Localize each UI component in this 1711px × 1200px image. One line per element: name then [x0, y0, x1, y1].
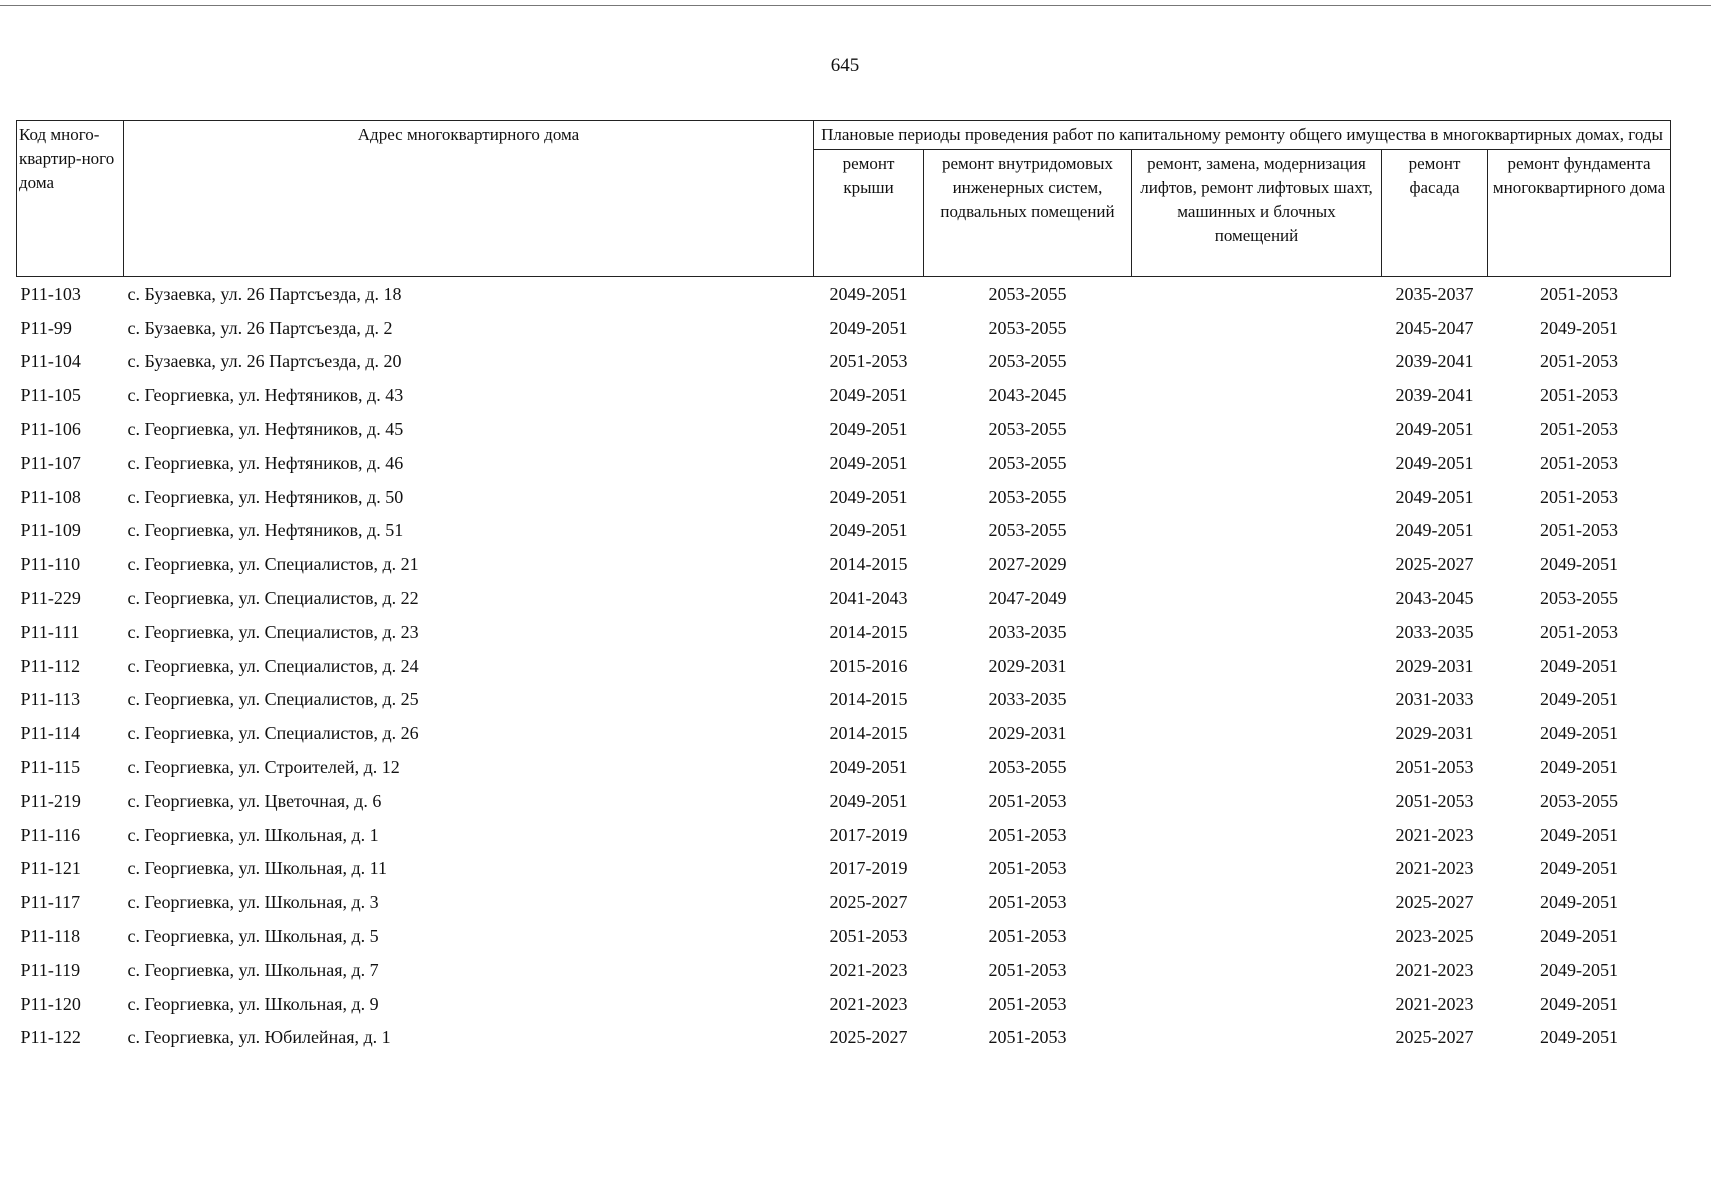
house-code: Р11-110 — [20, 554, 81, 575]
house-code: Р11-112 — [20, 655, 81, 676]
facade-repair-period: 2025-2027 — [1395, 554, 1474, 575]
house-address: с. Георгиевка, ул. Специалистов, д. 23 — [127, 621, 419, 642]
facade-repair-period: 2049-2051 — [1395, 419, 1474, 440]
table-row — [17, 750, 1671, 784]
lift-repair-period — [1132, 649, 1382, 683]
lift-repair-period — [1132, 615, 1382, 649]
systems-repair-period: 2053-2055 — [988, 520, 1067, 541]
facade-repair-period: 2033-2035 — [1395, 621, 1474, 642]
lift-repair-period — [1132, 1021, 1382, 1055]
foundation-repair-period: 2049-2051 — [1540, 926, 1619, 947]
top-rule — [0, 5, 1711, 6]
foundation-repair-period: 2049-2051 — [1540, 892, 1619, 913]
table-row — [17, 784, 1671, 818]
roof-repair-period: 2025-2027 — [829, 1027, 908, 1048]
table-row — [17, 852, 1671, 886]
lift-repair-period — [1132, 784, 1382, 818]
lift-repair-period — [1132, 885, 1382, 919]
systems-repair-period: 2053-2055 — [988, 452, 1067, 473]
roof-repair-period: 2014-2015 — [829, 689, 908, 710]
table-row — [17, 987, 1671, 1021]
lift-repair-period — [1132, 987, 1382, 1021]
header-systems: ремонт внутридомовых инженерных систем, подвальных помещений — [924, 150, 1132, 277]
house-address: с. Георгиевка, ул. Специалистов, д. 26 — [127, 723, 419, 744]
page-number: 645 — [830, 55, 860, 76]
house-code: Р11-219 — [20, 790, 81, 811]
house-address: с. Бузаевка, ул. 26 Партсъезда, д. 20 — [127, 351, 402, 372]
table-row — [17, 311, 1671, 345]
foundation-repair-period: 2051-2053 — [1540, 351, 1619, 372]
header-roof: ремонт крыши — [814, 150, 924, 277]
foundation-repair-period: 2049-2051 — [1540, 824, 1619, 845]
lift-repair-period — [1132, 852, 1382, 886]
table-row — [17, 514, 1671, 548]
house-code: Р11-116 — [20, 824, 81, 845]
house-address: с. Георгиевка, ул. Юбилейная, д. 1 — [127, 1027, 391, 1048]
lift-repair-period — [1132, 412, 1382, 446]
house-code: Р11-119 — [20, 959, 81, 980]
house-address: с. Бузаевка, ул. 26 Партсъезда, д. 18 — [127, 283, 402, 304]
foundation-repair-period: 2049-2051 — [1540, 959, 1619, 980]
lift-repair-period — [1132, 953, 1382, 987]
foundation-repair-period: 2049-2051 — [1540, 317, 1619, 338]
house-address: с. Георгиевка, ул. Специалистов, д. 25 — [127, 689, 419, 710]
lift-repair-period — [1132, 514, 1382, 548]
table-row — [17, 683, 1671, 717]
house-code: Р11-120 — [20, 993, 81, 1014]
roof-repair-period: 2041-2043 — [829, 588, 908, 609]
systems-repair-period: 2053-2055 — [988, 283, 1067, 304]
house-code: Р11-113 — [20, 689, 81, 710]
table-body — [17, 277, 1671, 1055]
house-address: с. Георгиевка, ул. Школьная, д. 7 — [127, 959, 379, 980]
table-row — [17, 885, 1671, 919]
systems-repair-period: 2033-2035 — [988, 689, 1067, 710]
lift-repair-period — [1132, 547, 1382, 581]
house-code: Р11-105 — [20, 385, 81, 406]
table-row — [17, 953, 1671, 987]
roof-repair-period: 2049-2051 — [829, 452, 908, 473]
roof-repair-period: 2049-2051 — [829, 317, 908, 338]
house-address: с. Георгиевка, ул. Строителей, д. 12 — [127, 757, 400, 778]
foundation-repair-period: 2051-2053 — [1540, 419, 1619, 440]
lift-repair-period — [1132, 818, 1382, 852]
facade-repair-period: 2025-2027 — [1395, 892, 1474, 913]
house-code: Р11-99 — [20, 317, 72, 338]
roof-repair-period: 2049-2051 — [829, 486, 908, 507]
house-address: с. Георгиевка, ул. Нефтяников, д. 51 — [127, 520, 404, 541]
systems-repair-period: 2053-2055 — [988, 317, 1067, 338]
foundation-repair-period: 2051-2053 — [1540, 385, 1619, 406]
roof-repair-period: 2014-2015 — [829, 621, 908, 642]
house-address: с. Георгиевка, ул. Нефтяников, д. 45 — [127, 419, 404, 440]
house-code: Р11-107 — [20, 452, 81, 473]
header-address: Адрес многоквартирного дома — [124, 121, 814, 277]
facade-repair-period: 2051-2053 — [1395, 790, 1474, 811]
house-code: Р11-121 — [20, 858, 81, 879]
header-foundation: ремонт фундамента многоквартирного дома — [1488, 150, 1671, 277]
roof-repair-period: 2049-2051 — [829, 419, 908, 440]
facade-repair-period: 2025-2027 — [1395, 1027, 1474, 1048]
table-row — [17, 716, 1671, 750]
facade-repair-period: 2043-2045 — [1395, 588, 1474, 609]
table-row — [17, 480, 1671, 514]
foundation-repair-period: 2049-2051 — [1540, 858, 1619, 879]
systems-repair-period: 2029-2031 — [988, 723, 1067, 744]
lift-repair-period — [1132, 378, 1382, 412]
facade-repair-period: 2031-2033 — [1395, 689, 1474, 710]
house-address: с. Бузаевка, ул. 26 Партсъезда, д. 2 — [127, 317, 393, 338]
roof-repair-period: 2049-2051 — [829, 757, 908, 778]
house-code: Р11-115 — [20, 757, 81, 778]
header-facade: ремонт фасада — [1382, 150, 1488, 277]
table-row — [17, 446, 1671, 480]
systems-repair-period: 2051-2053 — [988, 824, 1067, 845]
table-row — [17, 919, 1671, 953]
facade-repair-period: 2023-2025 — [1395, 926, 1474, 947]
house-address: с. Георгиевка, ул. Нефтяников, д. 43 — [127, 385, 404, 406]
table-row — [17, 378, 1671, 412]
lift-repair-period — [1132, 446, 1382, 480]
roof-repair-period: 2051-2053 — [829, 351, 908, 372]
systems-repair-period: 2053-2055 — [988, 486, 1067, 507]
systems-repair-period: 2051-2053 — [988, 858, 1067, 879]
facade-repair-period: 2039-2041 — [1395, 385, 1474, 406]
house-code: Р11-109 — [20, 520, 81, 541]
foundation-repair-period: 2051-2053 — [1540, 283, 1619, 304]
house-address: с. Георгиевка, ул. Специалистов, д. 24 — [127, 655, 419, 676]
facade-repair-period: 2049-2051 — [1395, 520, 1474, 541]
systems-repair-period: 2051-2053 — [988, 892, 1067, 913]
systems-repair-period: 2051-2053 — [988, 1027, 1067, 1048]
house-code: Р11-104 — [20, 351, 81, 372]
systems-repair-period: 2051-2053 — [988, 959, 1067, 980]
systems-repair-period: 2027-2029 — [988, 554, 1067, 575]
house-code: Р11-106 — [20, 419, 81, 440]
roof-repair-period: 2021-2023 — [829, 993, 908, 1014]
foundation-repair-period: 2051-2053 — [1540, 486, 1619, 507]
foundation-repair-period: 2049-2051 — [1540, 554, 1619, 575]
roof-repair-period: 2017-2019 — [829, 824, 908, 845]
roof-repair-period: 2025-2027 — [829, 892, 908, 913]
house-address: с. Георгиевка, ул. Нефтяников, д. 46 — [127, 452, 404, 473]
header-group-periods: Плановые периоды проведения работ по капитальному ремонту общего имущества в многоквартирных домах, годы — [814, 121, 1671, 150]
table-row — [17, 615, 1671, 649]
lift-repair-period — [1132, 750, 1382, 784]
lift-repair-period — [1132, 277, 1382, 311]
systems-repair-period: 2029-2031 — [988, 655, 1067, 676]
roof-repair-period: 2014-2015 — [829, 723, 908, 744]
house-code: Р11-111 — [20, 621, 80, 642]
lift-repair-period — [1132, 716, 1382, 750]
facade-repair-period: 2029-2031 — [1395, 723, 1474, 744]
facade-repair-period: 2035-2037 — [1395, 283, 1474, 304]
facade-repair-period: 2021-2023 — [1395, 824, 1474, 845]
facade-repair-period: 2029-2031 — [1395, 655, 1474, 676]
header-code: Код много-квартир-ного дома — [17, 121, 124, 277]
foundation-repair-period: 2049-2051 — [1540, 757, 1619, 778]
systems-repair-period: 2053-2055 — [988, 419, 1067, 440]
systems-repair-period: 2053-2055 — [988, 351, 1067, 372]
roof-repair-period: 2049-2051 — [829, 385, 908, 406]
foundation-repair-period: 2051-2053 — [1540, 520, 1619, 541]
house-code: Р11-117 — [20, 892, 81, 913]
systems-repair-period: 2043-2045 — [988, 385, 1067, 406]
house-code: Р11-108 — [20, 486, 81, 507]
lift-repair-period — [1132, 581, 1382, 615]
table-row — [17, 412, 1671, 446]
systems-repair-period: 2053-2055 — [988, 757, 1067, 778]
repair-schedule-table — [16, 120, 1671, 1054]
facade-repair-period: 2045-2047 — [1395, 317, 1474, 338]
house-address: с. Георгиевка, ул. Школьная, д. 11 — [127, 858, 388, 879]
roof-repair-period: 2021-2023 — [829, 959, 908, 980]
facade-repair-period: 2051-2053 — [1395, 757, 1474, 778]
house-code: Р11-118 — [20, 926, 81, 947]
foundation-repair-period: 2053-2055 — [1540, 588, 1619, 609]
foundation-repair-period: 2049-2051 — [1540, 993, 1619, 1014]
house-address: с. Георгиевка, ул. Нефтяников, д. 50 — [127, 486, 404, 507]
table-row — [17, 818, 1671, 852]
lift-repair-period — [1132, 311, 1382, 345]
house-code: Р11-103 — [20, 283, 81, 304]
house-address: с. Георгиевка, ул. Школьная, д. 9 — [127, 993, 379, 1014]
foundation-repair-period: 2051-2053 — [1540, 452, 1619, 473]
house-address: с. Георгиевка, ул. Цветочная, д. 6 — [127, 790, 382, 811]
table-row — [17, 277, 1671, 311]
table-row — [17, 345, 1671, 379]
lift-repair-period — [1132, 683, 1382, 717]
roof-repair-period: 2051-2053 — [829, 926, 908, 947]
house-code: Р11-114 — [20, 723, 81, 744]
systems-repair-period: 2051-2053 — [988, 790, 1067, 811]
foundation-repair-period: 2053-2055 — [1540, 790, 1619, 811]
house-address: с. Георгиевка, ул. Школьная, д. 3 — [127, 892, 379, 913]
foundation-repair-period: 2049-2051 — [1540, 1027, 1619, 1048]
facade-repair-period: 2021-2023 — [1395, 858, 1474, 879]
systems-repair-period: 2033-2035 — [988, 621, 1067, 642]
roof-repair-period: 2049-2051 — [829, 790, 908, 811]
table-row — [17, 547, 1671, 581]
foundation-repair-period: 2051-2053 — [1540, 621, 1619, 642]
table-row — [17, 649, 1671, 683]
foundation-repair-period: 2049-2051 — [1540, 689, 1619, 710]
facade-repair-period: 2021-2023 — [1395, 959, 1474, 980]
systems-repair-period: 2051-2053 — [988, 926, 1067, 947]
lift-repair-period — [1132, 919, 1382, 953]
roof-repair-period: 2049-2051 — [829, 520, 908, 541]
house-code: Р11-229 — [20, 588, 81, 609]
facade-repair-period: 2021-2023 — [1395, 993, 1474, 1014]
lift-repair-period — [1132, 345, 1382, 379]
lift-repair-period — [1132, 480, 1382, 514]
table-header — [17, 121, 1671, 277]
house-address: с. Георгиевка, ул. Школьная, д. 5 — [127, 926, 379, 947]
house-address: с. Георгиевка, ул. Специалистов, д. 21 — [127, 554, 419, 575]
systems-repair-period: 2051-2053 — [988, 993, 1067, 1014]
systems-repair-period: 2047-2049 — [988, 588, 1067, 609]
roof-repair-period: 2049-2051 — [829, 283, 908, 304]
house-code: Р11-122 — [20, 1027, 81, 1048]
facade-repair-period: 2049-2051 — [1395, 486, 1474, 507]
house-address: с. Георгиевка, ул. Школьная, д. 1 — [127, 824, 379, 845]
table-row — [17, 581, 1671, 615]
roof-repair-period: 2015-2016 — [829, 655, 908, 676]
roof-repair-period: 2017-2019 — [829, 858, 908, 879]
foundation-repair-period: 2049-2051 — [1540, 655, 1619, 676]
facade-repair-period: 2049-2051 — [1395, 452, 1474, 473]
facade-repair-period: 2039-2041 — [1395, 351, 1474, 372]
foundation-repair-period: 2049-2051 — [1540, 723, 1619, 744]
house-address: с. Георгиевка, ул. Специалистов, д. 22 — [127, 588, 419, 609]
header-lifts: ремонт, замена, модернизация лифтов, ремонт лифтовых шахт, машинных и блочных помещений — [1132, 150, 1382, 277]
table-row — [17, 1021, 1671, 1055]
roof-repair-period: 2014-2015 — [829, 554, 908, 575]
